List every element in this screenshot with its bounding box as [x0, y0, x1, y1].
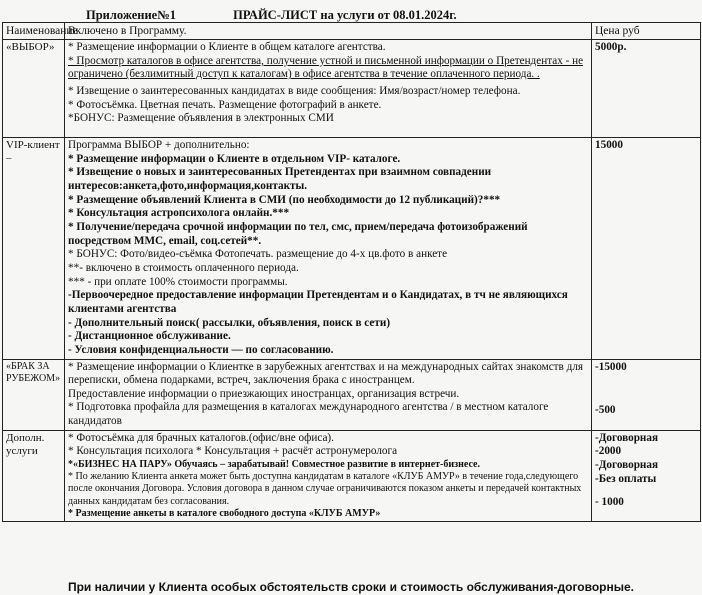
footer-note: При наличии у Клиента особых обстоятельств сроки и стоимость обслуживания-договорные. — [67, 580, 635, 594]
price-value: -Без оплаты — [595, 472, 657, 485]
table-row — [3, 430, 701, 521]
service-name: Дополн. услуги — [3, 430, 65, 521]
document-heading — [86, 8, 457, 23]
price-value: -Договорная — [595, 431, 659, 444]
price-value: -15000 — [595, 360, 627, 373]
list-item: * Размещение объявлений Клиента в СМИ (по необходимости до 12 публикаций)?*** — [68, 193, 501, 206]
list-item: Программа ВЫБОР + дополнительно: — [68, 139, 250, 152]
document-title: ПРАЙС-ЛИСТ на услуги от 08.01.2024г. — [233, 8, 457, 22]
list-item: * Фотосъёмка для брачных каталогов.(офис/вне офиса). — [68, 431, 334, 444]
price-value: - 1000 — [595, 496, 624, 509]
list-item: - Условия конфиденциальности — по согласованию. — [68, 343, 334, 356]
list-item: * Размещение информации о Клиенте в общем каталоге агентства. — [68, 41, 386, 54]
list-item: * Консультация психолога * Консультация + расчёт астронумеролога — [68, 445, 398, 458]
column-header-price: Цена руб — [592, 23, 701, 40]
price-table — [2, 22, 701, 522]
list-item: **- включено в стоимость оплаченного периода. — [68, 261, 299, 274]
list-item: * Фотосъёмка. Цветная печать. Размещение фотографий в анкете. — [68, 98, 382, 111]
service-description — [65, 138, 592, 360]
column-header-name: Наименование — [3, 23, 65, 40]
service-price — [592, 430, 701, 521]
service-price — [592, 359, 701, 430]
price-value: 15000 — [595, 139, 623, 152]
list-item: * Извещение о заинтересованных кандидатах в виде сообщения: Имя/возраст/номер телефона. — [68, 84, 521, 97]
list-item: *БОНУС: Размещение объявления в электронных СМИ — [68, 112, 334, 125]
table-row — [3, 359, 701, 430]
list-item: *** - при оплате 100% стоимости программы. — [68, 275, 288, 288]
price-value: -500 — [595, 404, 616, 417]
price-value: -2000 — [595, 445, 622, 458]
list-item: - Дополнительный поиск( рассылки, объявления, поиск в сети) — [68, 316, 391, 329]
appendix-label: Приложение№1 — [86, 8, 177, 22]
service-description — [65, 40, 592, 138]
list-item: * Получение/передача срочной информации по тел, смс, прием/передача фотоизображений посредством ММС, email, соц.сетей**. — [68, 220, 528, 247]
service-name: «ВЫБОР» — [3, 40, 65, 138]
list-item: * Размещение информации о Клиенте в отдельном VIP- каталоге. — [68, 152, 401, 165]
column-header-included: Включено в Программу. — [65, 23, 592, 40]
list-item: -Первоочередное предоставление информации Претендентам и о Кандидатах, в тч не являющихся клиентами агентства — [68, 289, 568, 315]
service-description — [65, 430, 592, 521]
table-row — [3, 40, 701, 138]
list-item: * По желанию Клиента анкета может быть доступна кандидатам в каталоге «КЛУБ АМУР» в течение года,следующего после окончания Договора. Условия договора в данном случае ограничиваются показом анкеты и передачей контактных данных кандидатам без согласования. — [68, 471, 582, 507]
service-description — [65, 359, 592, 430]
list-item: - Дистанционное обслуживание. — [68, 330, 231, 343]
price-value: -Договорная — [595, 459, 659, 472]
service-price — [592, 138, 701, 360]
list-item: * Консультация астропсихолога онлайн.*** — [68, 207, 290, 220]
list-item: *«БИЗНЕС НА ПАРУ» Обучаясь – зарабатывай! Совместное развитие в интернет-бизнесе. — [68, 459, 480, 471]
list-item: * Размещение информации о Клиентке в зарубежных агентствах и на международных сайтах знакомств для переписки, обмена подарками, встреч, заключения брака с иностранцем. — [68, 360, 584, 387]
service-name: VIP-клиент – — [3, 138, 65, 360]
table-row — [3, 138, 701, 360]
list-item: * Извещение о новых и заинтересованных Претендентах при взаимном совпадении интересов:анкета,фото,информация,контакты. — [68, 166, 492, 192]
list-item: * Размещение анкеты в каталоге свободного доступа «КЛУБ АМУР» — [68, 507, 381, 519]
list-item: * БОНУС: Фото/видео-съёмка Фотопечать. размещение до 4-х цв.фото в анкете — [68, 248, 448, 261]
service-name: «БРАК ЗА РУБЕЖОМ» — [3, 359, 65, 430]
list-item: Предоставление информации о приезжающих иностранцах, организация встречи. — [68, 387, 460, 400]
list-item: * Просмотр каталогов в офисе агентства, получение устной и письменной информации о Претендентах - не ограничено (безлимитный доступ к каталогам) в офисе агентства в течение оплаченного периода. . — [68, 54, 584, 81]
table-header-row — [3, 23, 701, 40]
price-value: 5000р. — [595, 41, 627, 54]
list-item: * Подготовка профайла для размещения в каталогах международного агентства / в местном каталоге кандидатов — [68, 401, 549, 428]
service-price — [592, 40, 701, 138]
